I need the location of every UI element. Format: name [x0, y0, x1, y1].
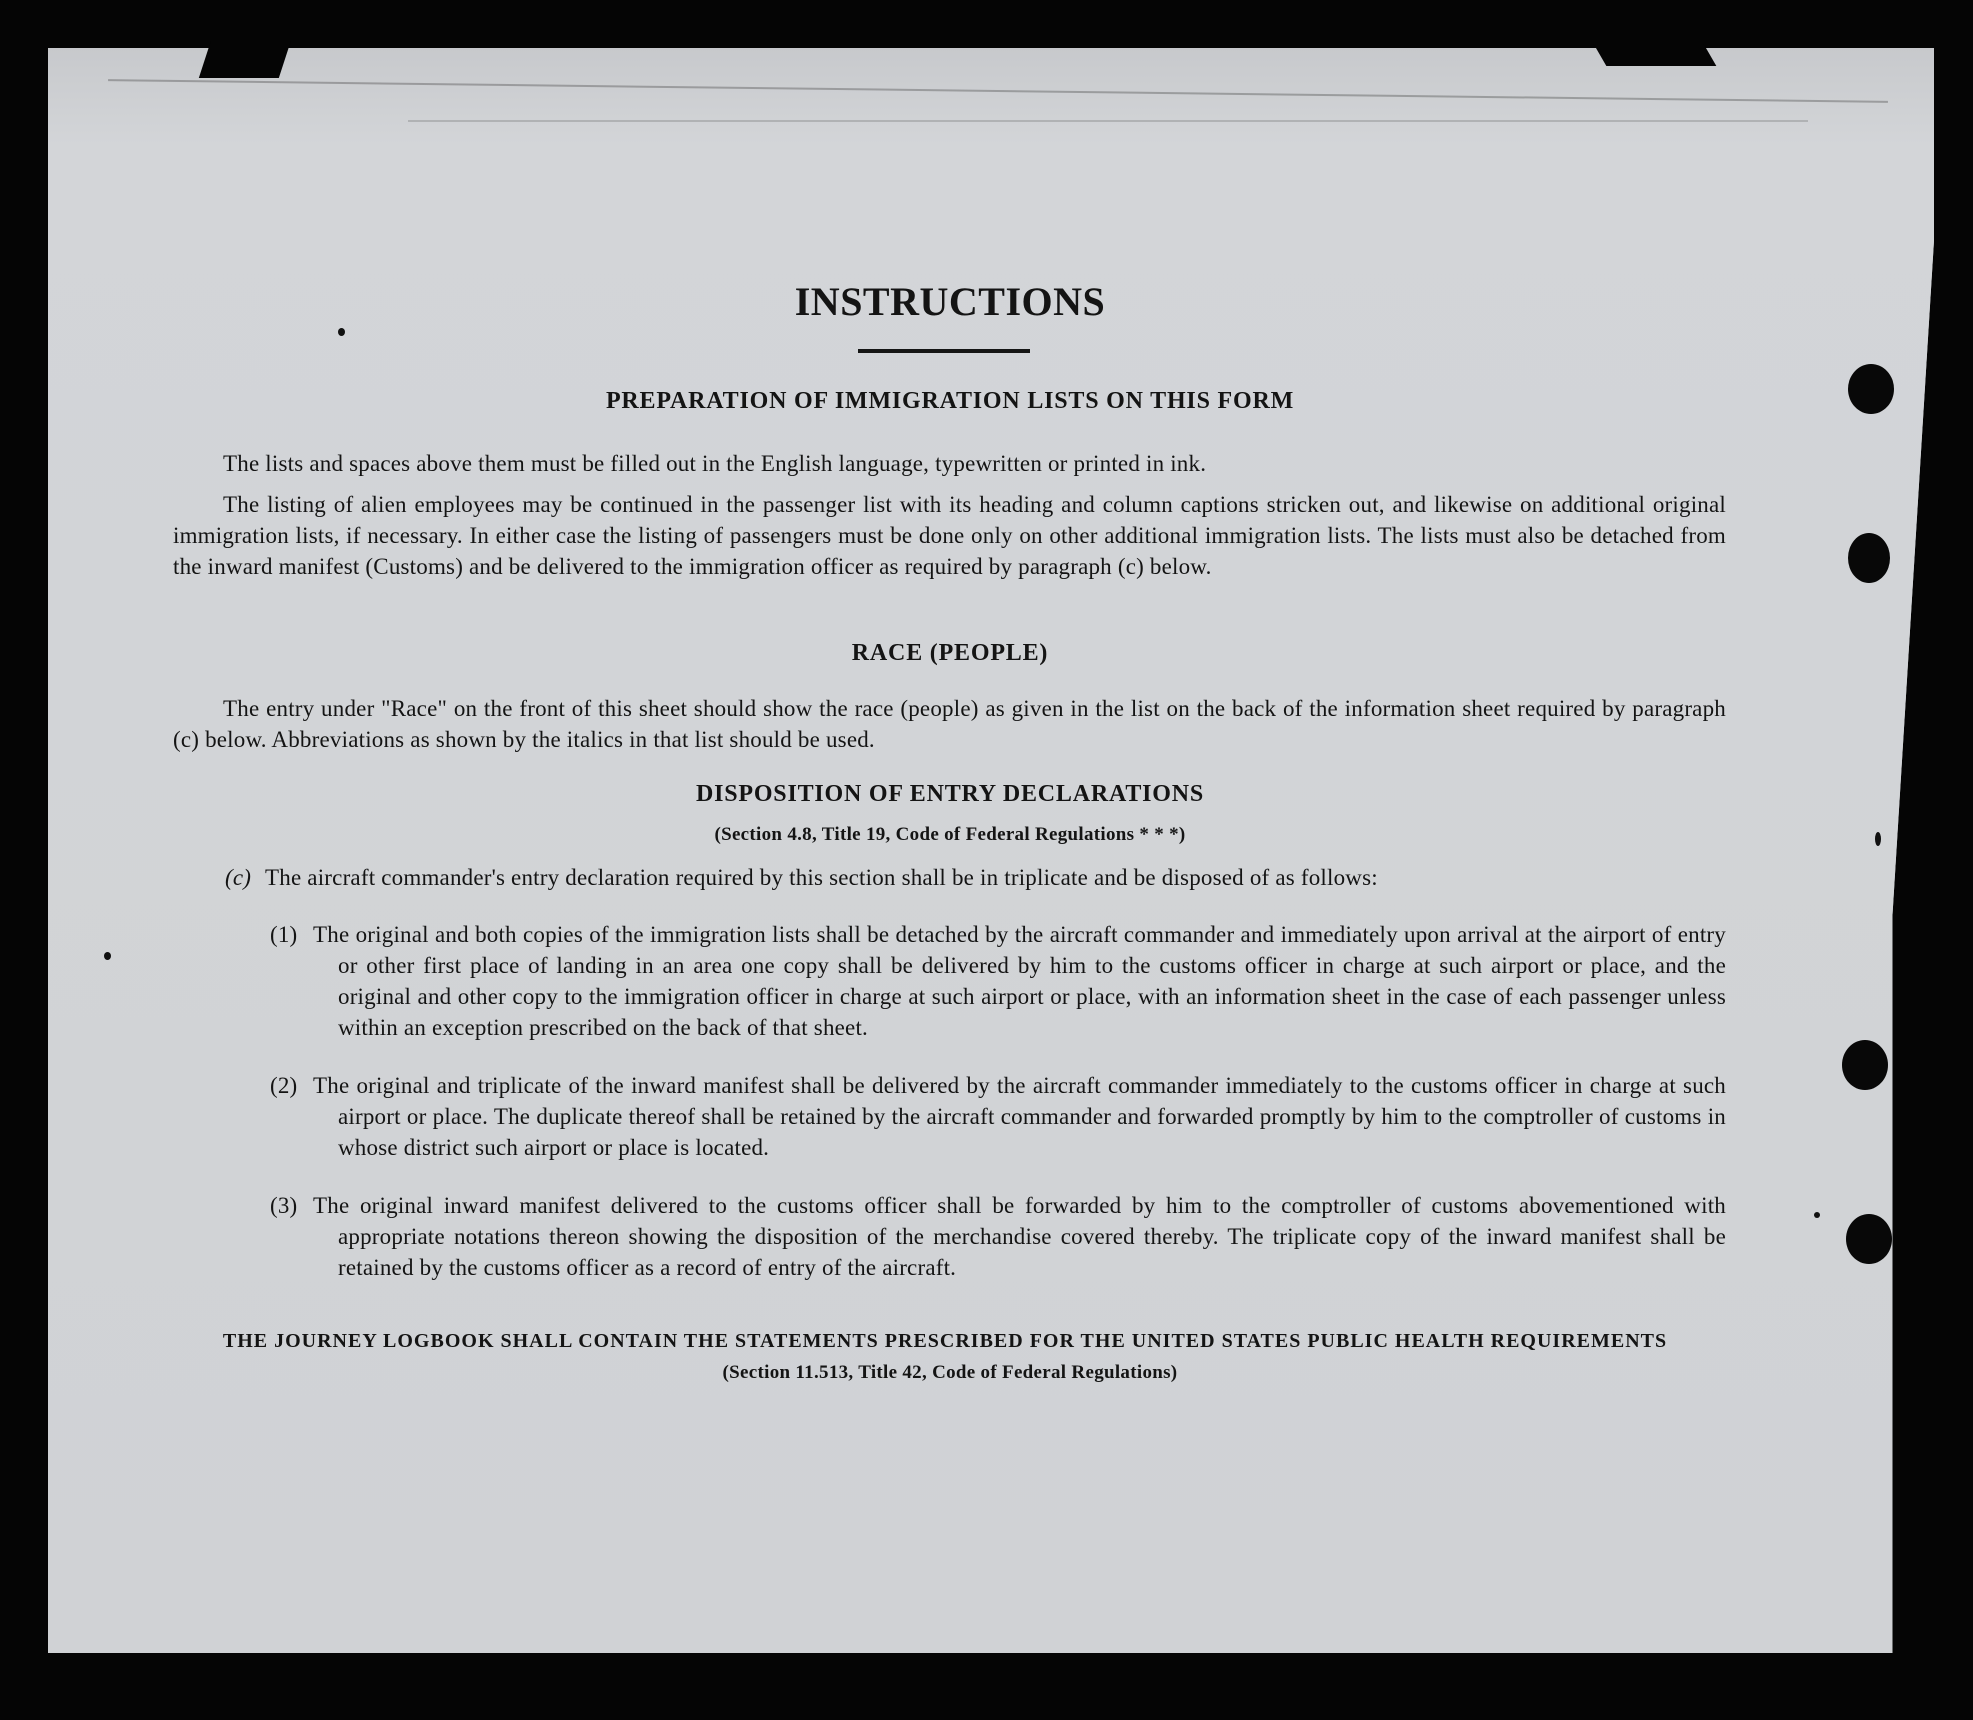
preparation-heading: PREPARATION OF IMMIGRATION LISTS ON THIS FORM — [605, 388, 1295, 414]
preparation-paragraph-1: The lists and spaces above them must be filled out in the English language, typewritten or printed in ink. — [223, 451, 1207, 476]
disposition-citation: (Section 4.8, Title 19, Code of Federal Regulations * * *) — [714, 824, 1186, 845]
race-heading: RACE (PEOPLE) — [851, 640, 1049, 666]
item-text: The original and triplicate of the inward manifest shall be delivered by the aircraft commander immediately to the customs officer in charge at such airport or place. The duplicate thereof shall be retained by the aircraft commander and forwarded promptly by him to the comptroller of customs in whose district such airport or place is located. — [313, 1073, 1726, 1160]
preparation-paragraph-2: The listing of alien employees may be continued in the passenger list with its heading and column captions stricken out, and likewise on additional original immigration lists, if necessary. In either case the listing of passengers must be done only on other additional immigration lists. The lists must also be detached from the inward manifest (Customs) and be delivered to the immigration officer as required by paragraph (c) below. — [173, 492, 1726, 579]
title-underline — [858, 349, 1030, 353]
disposition-intro: The aircraft commander's entry declaration required by this section shall be in triplicate and be disposed of as follows: — [265, 865, 1378, 890]
footer-statement: THE JOURNEY LOGBOOK SHALL CONTAIN THE STATEMENTS PRESCRIBED FOR THE UNITED STATES PUBLIC HEALTH REQUIREMENTS — [222, 1330, 1668, 1352]
item-number: (3) — [270, 1193, 298, 1218]
disposition-heading: DISPOSITION OF ENTRY DECLARATIONS — [695, 781, 1205, 807]
item-text: The original inward manifest delivered to the customs officer shall be forwarded by him to the comptroller of customs abovementioned with appropriate notations thereon showing the disposition of the merchandise covered thereby. The triplicate copy of the inward manifest shall be retained by the customs officer as a record of entry of the aircraft. — [313, 1193, 1726, 1280]
intro-marker: (c) — [225, 865, 252, 890]
race-paragraph: The entry under "Race" on the front of this sheet should show the race (people) as given in the list on the back of the information sheet required by paragraph (c) below. Abbreviations as shown by the italics in that list should be used. — [173, 696, 1726, 752]
page-title: INSTRUCTIONS — [794, 279, 1106, 324]
item-number: (1) — [270, 922, 298, 947]
footer-citation: (Section 11.513, Title 42, Code of Federal Regulations) — [722, 1362, 1178, 1383]
item-text: The original and both copies of the immigration lists shall be detached by the aircraft commander and immediately upon arrival at the airport of entry or other first place of landing in an area one copy shall be delivered by him to the customs officer in charge at such airport or place, and the original and other copy to the immigration officer in charge at such airport or place, with an information sheet in the case of each passenger unless within an exception prescribed on the back of that sheet. — [313, 922, 1726, 1040]
item-number: (2) — [270, 1073, 298, 1098]
